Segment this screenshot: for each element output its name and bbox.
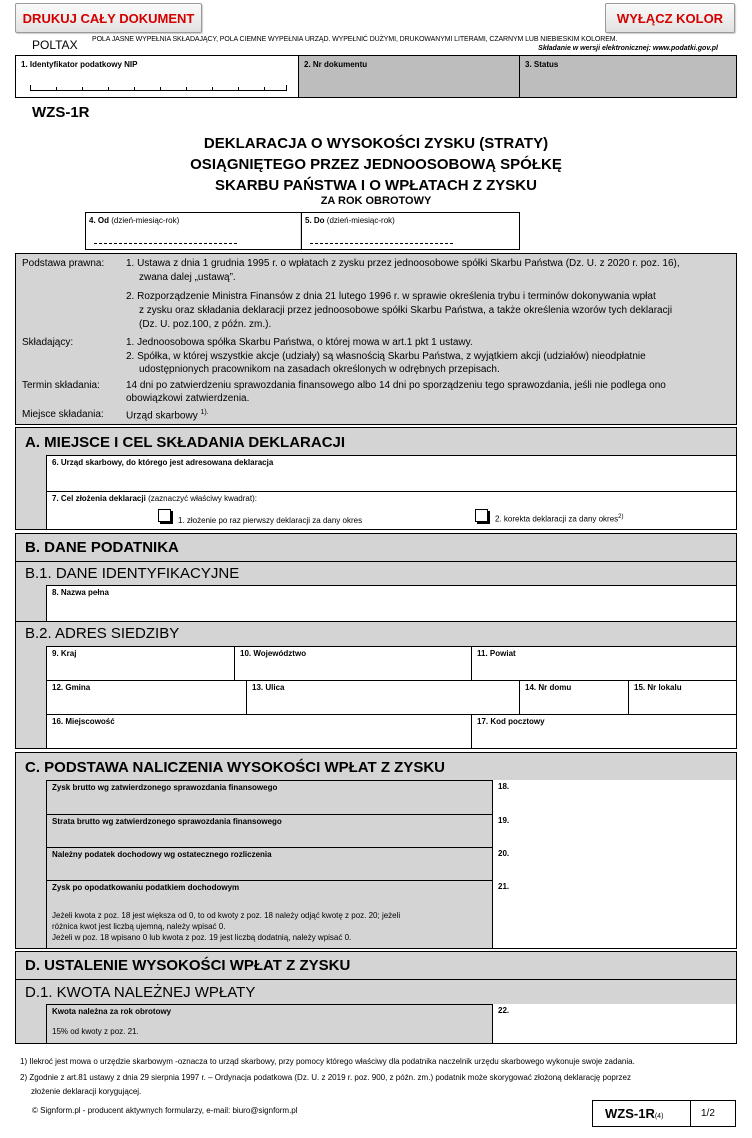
- field-15-label: 15. Nr lokalu: [634, 683, 682, 692]
- place-label: Miejsce składania:: [22, 409, 104, 420]
- form-title: [15, 133, 737, 196]
- basis-item-2c: (Dz. U. poz.100, z późn. zm.).: [139, 319, 272, 330]
- field-13-street[interactable]: [246, 680, 519, 714]
- row-21-note-2: różnica kwot jest liczbą ujemną, należy wpisać 0.: [52, 922, 226, 931]
- field-13-label: 13. Ulica: [252, 683, 285, 692]
- form-instructions: POLA JASNE WYPEŁNIA SKŁADAJĄCY, POLA CIEMNE WYPEŁNIA URZĄD. WYPEŁNIĆ DUŻYMI, DRUKOWANYMI LITERAMI, CZARNYM LUB NIEBIESKIM KOLOREM.: [92, 36, 618, 43]
- field-9-country[interactable]: [46, 646, 234, 680]
- electronic-filing-note: Składanie w wersji elektronicznej: www.podatki.gov.pl: [538, 45, 718, 52]
- filer-item-2a: 2. Spółka, w której wszystkie akcje (udziały) są własnością Skarbu Państwa, z wyjątkiem akcji (udziałów) nieodpłatnie: [126, 351, 646, 362]
- place-value: Urząd skarbowy $^{1).}$: [126, 409, 209, 422]
- print-document-button[interactable]: DRUKUJ CAŁY DOKUMENT: [15, 3, 202, 33]
- field-14-house-number[interactable]: [519, 680, 628, 714]
- basis-item-1b: zwana dalej „ustawą”.: [139, 272, 236, 283]
- field-11-label: 11. Powiat: [477, 649, 516, 658]
- field-7-label: 7. Cel złożenia deklaracji (zaznaczyć właściwy kwadrat):: [52, 494, 257, 503]
- nip-field[interactable]: [16, 56, 298, 97]
- document-number-label: 2. Nr dokumentu: [304, 60, 368, 69]
- copyright-notice: © Signform.pl - producent aktywnych formularzy, e-mail: biuro@signform.pl: [32, 1106, 298, 1115]
- row-21-note-3: Jeżeli w poz. 18 wpisano 0 lub kwota z poz. 19 jest liczbą dodatnią, należy wpisać 0.: [52, 933, 352, 942]
- footnote-1: 1) Ilekroć jest mowa o urzędzie skarbowym -oznacza to urząd skarbowy, przy pomocy którego właściwy dla podatnika naczelnik urzędu skarbowego wykonuje swoje zadania.: [20, 1057, 635, 1066]
- period-to-line: [310, 243, 453, 244]
- footer-page-number: 1/2: [701, 1108, 715, 1119]
- basis-label: Podstawa prawna:: [22, 258, 105, 269]
- field-18-number: 18.: [498, 782, 510, 791]
- period-to-field[interactable]: [301, 213, 519, 249]
- row-18-label: Zysk brutto wg zatwierdzonego sprawozdania finansowego: [52, 783, 278, 792]
- section-c-left-rule: [46, 780, 47, 948]
- filer-item-2b: udostępnionych pracownikom na zasadach określonych w odrębnych przepisach.: [139, 364, 500, 375]
- period-row: [85, 212, 520, 250]
- field-10-label: 10. Województwo: [240, 649, 307, 658]
- footer-divider: [690, 1101, 691, 1126]
- form-title-line-2: OSIĄGNIĘTEGO PRZEZ JEDNOOSOBOWĄ SPÓŁKĘ: [190, 156, 562, 173]
- purpose-option-1-label: 1. złożenie po raz pierwszy deklaracji za dany okres: [178, 516, 363, 525]
- field-19-number: 19.: [498, 816, 510, 825]
- footer-code-box: [592, 1100, 736, 1127]
- row-21-note-1: Jeżeli kwota z poz. 18 jest większa od 0, to od kwoty z poz. 18 należy odjąć kwotę z poz. 20; jeżeli: [52, 911, 401, 920]
- field-10-voivodeship[interactable]: [234, 646, 471, 680]
- document-number-field: [298, 56, 519, 97]
- field-22-amount-due[interactable]: [492, 1004, 736, 1043]
- field-8-label: 8. Nazwa pełna: [52, 588, 109, 597]
- field-16-city[interactable]: [46, 714, 471, 748]
- deadline-label: Termin składania:: [22, 380, 100, 391]
- form-subtitle: ZA ROK OBROTOWY: [320, 195, 432, 207]
- field-19-gross-loss[interactable]: [492, 814, 736, 847]
- nip-baseline: [30, 90, 287, 91]
- row-22-label: Kwota należna za rok obrotowy: [52, 1007, 172, 1016]
- period-from-label: 4. Od (dzień-miesiąc-rok): [89, 216, 180, 225]
- period-to-label: 5. Do (dzień-miesiąc-rok): [305, 216, 395, 225]
- section-d: [15, 951, 737, 1044]
- brand-label: POLTAX: [32, 38, 78, 52]
- section-b-divider: [16, 561, 736, 562]
- field-8-full-name[interactable]: [46, 585, 736, 621]
- section-d1-title: D.1. KWOTA NALEŻNEJ WPŁATY: [25, 984, 256, 1001]
- basis-item-1a: 1. Ustawa z dnia 1 grudnia 1995 r. o wpłatach z zysku przez jednoosobowe spółki Skarbu Państwa (Dz. U. z 2020 r. poz. 16),: [126, 258, 680, 269]
- field-12-label: 12. Gmina: [52, 683, 91, 692]
- legal-basis-block: [15, 253, 737, 425]
- footnote-2b: złożenie deklaracji korygującej.: [31, 1087, 142, 1096]
- top-fields-row: [15, 55, 737, 98]
- basis-item-2a: 2. Rozporządzenie Ministra Finansów z dnia 21 lutego 1996 r. w sprawie określenia trybu i terminów dokonywania wpłat: [126, 291, 656, 302]
- form-code: WZS-1R: [32, 104, 90, 121]
- field-6-tax-office[interactable]: [46, 455, 736, 491]
- section-d-title: D. USTALENIE WYSOKOŚCI WPŁAT Z ZYSKU: [25, 957, 351, 974]
- field-12-municipality[interactable]: [46, 680, 246, 714]
- section-b: [15, 533, 737, 749]
- purpose-option-1-checkbox[interactable]: [158, 509, 171, 522]
- deadline-text-a: 14 dni po zatwierdzeniu sprawozdania finansowego albo 14 dni po sporządzeniu tego sprawozdania, jeśli nie podlega ono: [126, 380, 666, 391]
- section-d-left-rule: [46, 1004, 47, 1043]
- section-b-title: B. DANE PODATNIKA: [25, 539, 179, 556]
- basis-item-2b: z zysku oraz składania deklaracji przez jednoosobowe spółki Skarbu Państwa, a także określenia wzorów tych deklaracji: [139, 305, 673, 316]
- form-title-line-1: DEKLARACJA O WYSOKOŚCI ZYSKU (STRATY): [203, 135, 549, 152]
- field-21-number: 21.: [498, 882, 510, 891]
- field-18-gross-profit[interactable]: [492, 780, 736, 814]
- status-label: 3. Status: [525, 60, 559, 69]
- section-a-title: A. MIEJSCE I CEL SKŁADANIA DEKLARACJI: [25, 434, 346, 451]
- field-14-label: 14. Nr domu: [525, 683, 572, 692]
- field-21-net-profit[interactable]: [492, 880, 736, 948]
- field-15-apartment-number[interactable]: [628, 680, 736, 714]
- field-22-number: 22.: [498, 1006, 510, 1015]
- field-17-label: 17. Kod pocztowy: [477, 717, 545, 726]
- field-7-purpose: [46, 491, 736, 529]
- field-20-number: 20.: [498, 849, 510, 858]
- row-19-label: Strata brutto wg zatwierdzonego sprawozdania finansowego: [52, 817, 282, 826]
- field-16-label: 16. Miejscowość: [52, 717, 115, 726]
- purpose-option-2-label: 2. korekta deklaracji za dany okres$^{2)}$: [495, 514, 624, 524]
- row-21-note: [52, 910, 492, 943]
- disable-color-button[interactable]: WYŁĄCZ KOLOR: [605, 3, 735, 33]
- filer-item-1: 1. Jednoosobowa spółka Skarbu Państwa, o której mowa w art.1 pkt 1 ustawy.: [126, 337, 473, 348]
- section-b1-title: B.1. DANE IDENTYFIKACYJNE: [25, 565, 240, 582]
- field-11-county[interactable]: [471, 646, 736, 680]
- section-c-title: C. PODSTAWA NALICZENIA WYSOKOŚCI WPŁAT Z ZYSKU: [25, 759, 445, 776]
- purpose-option-2-checkbox[interactable]: [475, 509, 488, 522]
- section-b2-title: B.2. ADRES SIEDZIBY: [25, 625, 180, 642]
- row-21-label: Zysk po opodatkowaniu podatkiem dochodowym: [52, 883, 240, 892]
- section-b2-divider: [16, 621, 736, 622]
- footnote-2a: 2) Zgodnie z art.81 ustawy z dnia 29 sierpnia 1997 r. – Ordynacja podatkowa (Dz. U. z 2019 r. poz. 900, z późn. zm.) podatnik może skorygować złożoną deklarację poprzez: [20, 1073, 631, 1082]
- row-22-note: 15% od kwoty z poz. 21.: [52, 1027, 139, 1036]
- status-field: [519, 56, 736, 97]
- field-6-label: 6. Urząd skarbowy, do którego jest adresowana deklaracja: [52, 458, 274, 467]
- form-title-line-3: SKARBU PAŃSTWA I O WPŁATACH Z ZYSKU: [215, 177, 537, 194]
- field-9-label: 9. Kraj: [52, 649, 77, 658]
- section-c: [15, 752, 737, 949]
- footer-form-code: WZS-1R(4): [605, 1106, 664, 1121]
- period-from-line: [94, 243, 237, 244]
- filer-label: Składający:: [22, 337, 74, 348]
- row-20-label: Należny podatek dochodowy wg ostatecznego rozliczenia: [52, 850, 272, 859]
- deadline-text-b: obowiązkowi zatwierdzenia.: [126, 393, 250, 404]
- field-20-income-tax[interactable]: [492, 847, 736, 880]
- section-d-divider: [16, 979, 736, 980]
- period-from-field[interactable]: [86, 213, 300, 249]
- section-a: [15, 427, 737, 530]
- nip-label: 1. Identyfikator podatkowy NIP: [21, 60, 138, 69]
- field-17-postal-code[interactable]: [471, 714, 736, 748]
